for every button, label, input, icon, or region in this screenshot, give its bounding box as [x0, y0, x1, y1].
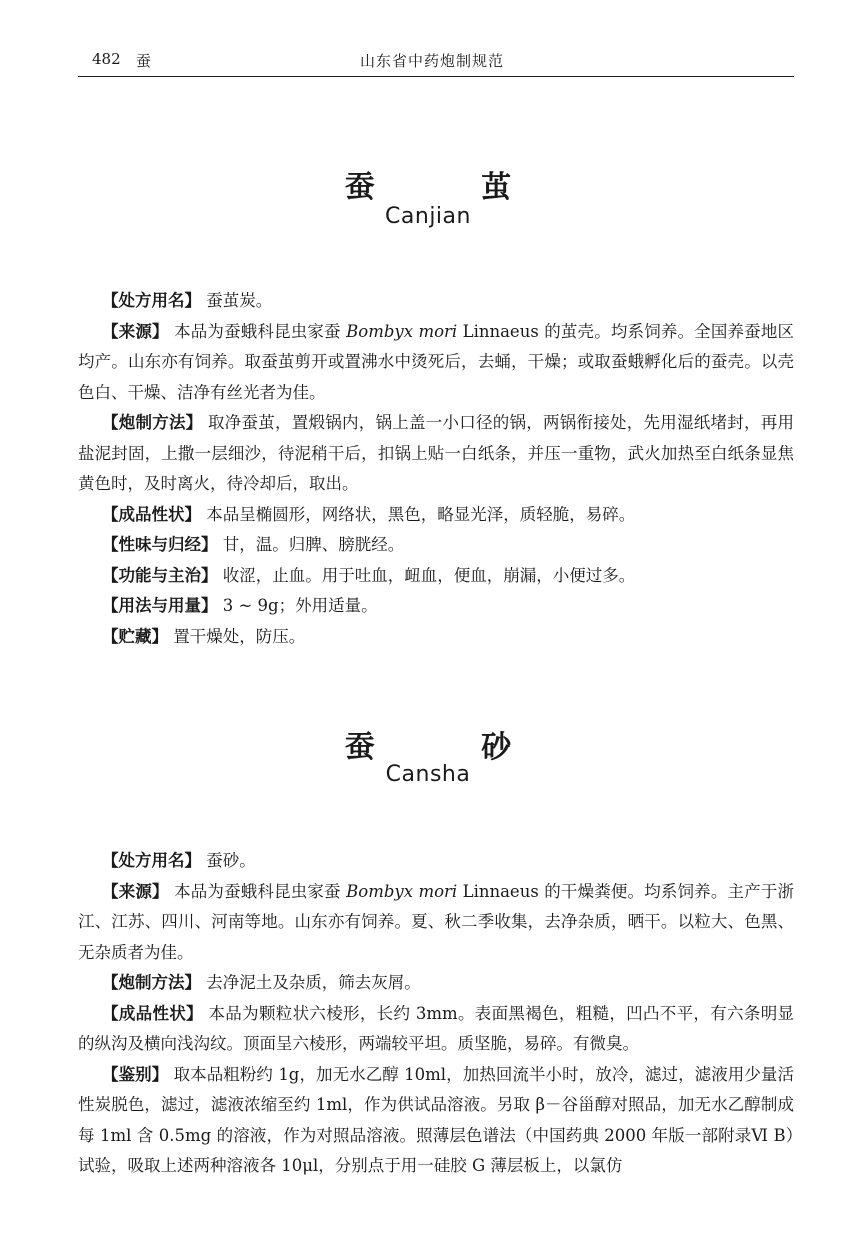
item-product-character: 【成品性状】 本品为颗粒状六棱形，长约 3mm。表面黑褐色，粗糙，凹凸不平，有六条明显的纵沟及横向浅沟纹。顶面呈六棱形，两端较平坦。质坚脆，易碎。有微臭。: [78, 1003, 795, 1053]
item-prescription-name: 【处方用名】 蚕茧炭。: [102, 291, 273, 310]
item-usage-dosage: 【用法与用量】 3 ~ 9g；外用适量。: [102, 596, 378, 615]
item-product-character: 【成品性状】 本品呈椭圆形，网络状，黑色，略显光泽，质轻脆，易碎。: [102, 504, 636, 524]
entry-title-canjian: 蚕 茧: [344, 170, 560, 205]
item-processing-method: 【炮制方法】 取净蚕茧，置煅锅内，锅上盖一小口径的锅，两锅衔接处，先用湿纸堵封，再用盐泥封固，上撒一层细沙，待泥稍干后，扣锅上贴一白纸条，并压一重物，武火加热至白纸条显焦黄色时，及时离火，待冷却后，取出。: [78, 413, 794, 493]
item-prescription-name: 【处方用名】 蚕砂。: [102, 851, 256, 870]
book-title: 山东省中药炮制规范: [360, 52, 505, 70]
item-processing-method: 【炮制方法】 去净泥土及杂质，筛去灰屑。: [102, 973, 421, 992]
item-source: 【来源】 本品为蚕蛾科昆虫家蚕 Bombyx mori Linnaeus 的干燥粪便。均系饲养。主产于浙江、江苏、四川、河南等地。山东亦有饲养。夏、秋二季收集，去净杂质，晒干。以粒大、色黑、无杂质者为佳。: [78, 881, 795, 962]
header-section-word: 蚕: [136, 52, 152, 70]
header-rule: [78, 76, 794, 77]
item-storage: 【贮藏】 置干燥处，防压。: [102, 626, 306, 646]
item-source: 【来源】 本品为蚕蛾科昆虫家蚕 Bombyx mori Linnaeus 的茧壳。均系饲养。全国养蚕地区均产。山东亦有饲养。取蚕茧剪开或置沸水中烫死后，去蛹，干燥；或取蚕蛾孵化后的蚕壳。以壳色白、干燥、洁净有丝光者为佳。: [78, 321, 795, 402]
entry-body-cansha: [78, 846, 794, 1182]
entry-title-cansha: 蚕 砂: [344, 730, 560, 765]
item-identification: 【鉴别】 取本品粗粉约 1g，加无水乙醇 10ml，加热回流半小时，放冷，滤过，滤液用少量活性炭脱色，滤过，滤液浓缩至约 1ml，作为供试品溶液。另取 β－谷甾醇对照品，加无水乙醇制成每 1ml 含 0.5mg 的溶液，作为对照品溶液。照薄层色谱法（中国药典 2000 年版一部附录Ⅵ B）试验，吸取上述两种溶液各 10μl，分别点于用一硅胶 G 薄层板上，以氯仿: [78, 1064, 795, 1175]
entry-body-canjian: [78, 286, 794, 652]
entry-pinyin-canjian: Canjian: [385, 204, 471, 229]
page-number: 482: [92, 50, 121, 68]
item-function-indication: 【功能与主治】 收涩，止血。用于吐血，衄血，便血，崩漏，小便过多。: [102, 565, 636, 585]
entry-pinyin-cansha: Cansha: [385, 762, 471, 787]
item-nature-meridian: 【性味与归经】 甘，温。归脾、膀胱经。: [102, 535, 405, 554]
running-header: [78, 48, 794, 74]
